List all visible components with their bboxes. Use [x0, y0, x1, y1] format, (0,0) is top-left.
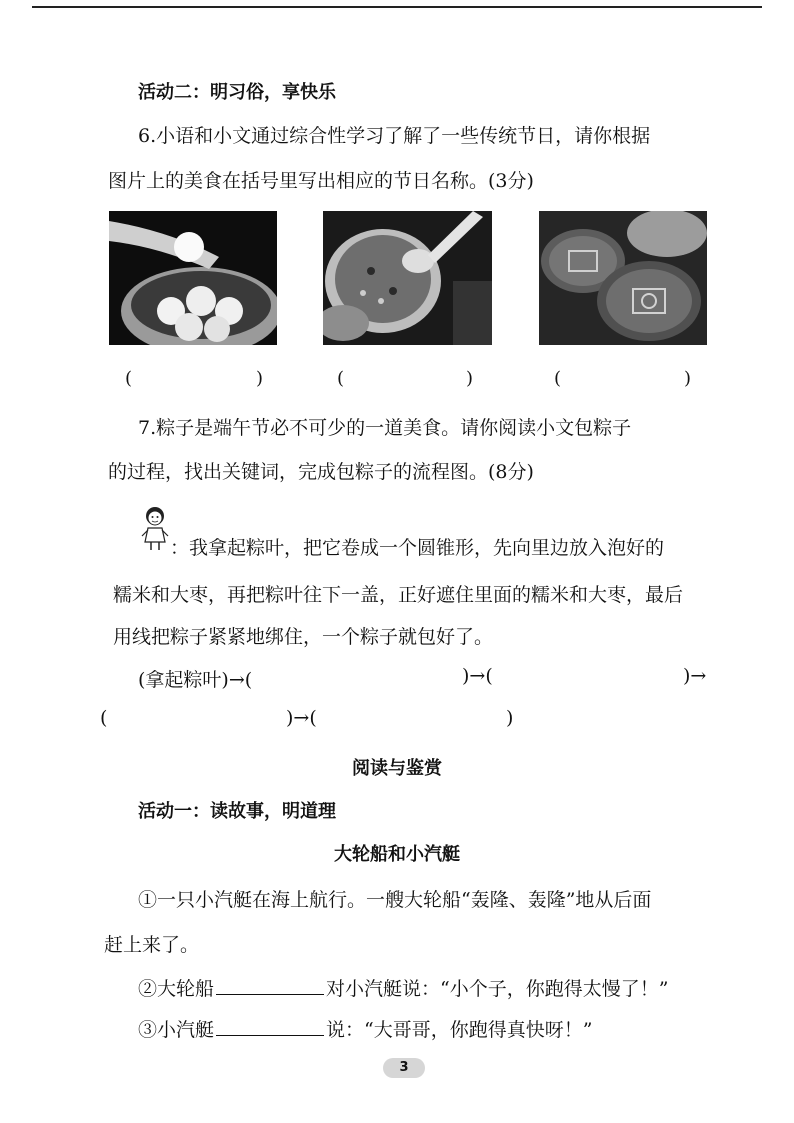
flow-arrow-4: )→( [286, 707, 317, 729]
story-p2 [138, 974, 668, 1001]
story-p2-post: 对小汽艇说：“小个子，你跑得太慢了！” [326, 978, 669, 1000]
girl-icon [140, 506, 170, 552]
story-line1: ：我拿起粽叶，把它卷成一个圆锥形，先向里边放入泡好的 [170, 537, 665, 559]
q7-line1: 7.粽子是端午节必不可少的一道美食。请你阅读小文包粽子 [138, 417, 632, 439]
flow-paren-close: ) [506, 707, 514, 729]
story-p1-line2: 赶上来了。 [104, 934, 200, 956]
porridge-photo [323, 211, 492, 345]
paren-open-3: ( [554, 368, 562, 389]
story-line3: 用线把粽子紧紧地绑住，一个粽子就包好了。 [113, 626, 494, 648]
flow-start: (拿起粽叶)→( [138, 669, 253, 691]
section-title: 阅读与鉴赏 [352, 758, 442, 779]
story-title: 大轮船和小汽艇 [334, 844, 460, 865]
activity2-title: 活动二：明习俗，享快乐 [138, 82, 336, 103]
tangyuan-photo [109, 211, 277, 345]
top-rule [32, 6, 762, 8]
paren-open-2: ( [337, 368, 345, 389]
story-p3-pre: ③小汽艇 [138, 1019, 215, 1041]
story-p3-post: 说：“大哥哥，你跑得真快呀！” [326, 1019, 593, 1041]
page-number: 3 [383, 1058, 425, 1078]
q7-line2: 的过程，找出关键词，完成包粽子的流程图。(8分) [108, 461, 534, 483]
flow-arrow-3: )→ [683, 665, 707, 687]
paren-close-3: ) [684, 368, 692, 389]
story-p1-line1: ①一只小汽艇在海上航行。一艘大轮船“轰隆、轰隆”地从后面 [138, 889, 652, 911]
q6-line1: 6.小语和小文通过综合性学习了解了一些传统节日，请你根据 [138, 125, 651, 147]
flow-paren-open: ( [100, 707, 108, 729]
activity1-title: 活动一：读故事，明道理 [138, 801, 336, 822]
story-p3 [138, 1015, 592, 1042]
flow-arrow-2: )→( [462, 665, 493, 687]
paren-close-2: ) [466, 368, 474, 389]
paren-open-1: ( [125, 368, 133, 389]
story-p2-pre: ②大轮船 [138, 978, 215, 1000]
answer-blank-2[interactable] [216, 1019, 324, 1036]
paren-close-1: ) [256, 368, 264, 389]
q6-line2: 图片上的美食在括号里写出相应的节日名称。(3分) [108, 170, 534, 192]
story-line2: 糯米和大枣，再把粽叶往下一盖，正好遮住里面的糯米和大枣，最后 [113, 584, 684, 606]
mooncake-photo [539, 211, 707, 345]
answer-blank-1[interactable] [216, 978, 324, 995]
